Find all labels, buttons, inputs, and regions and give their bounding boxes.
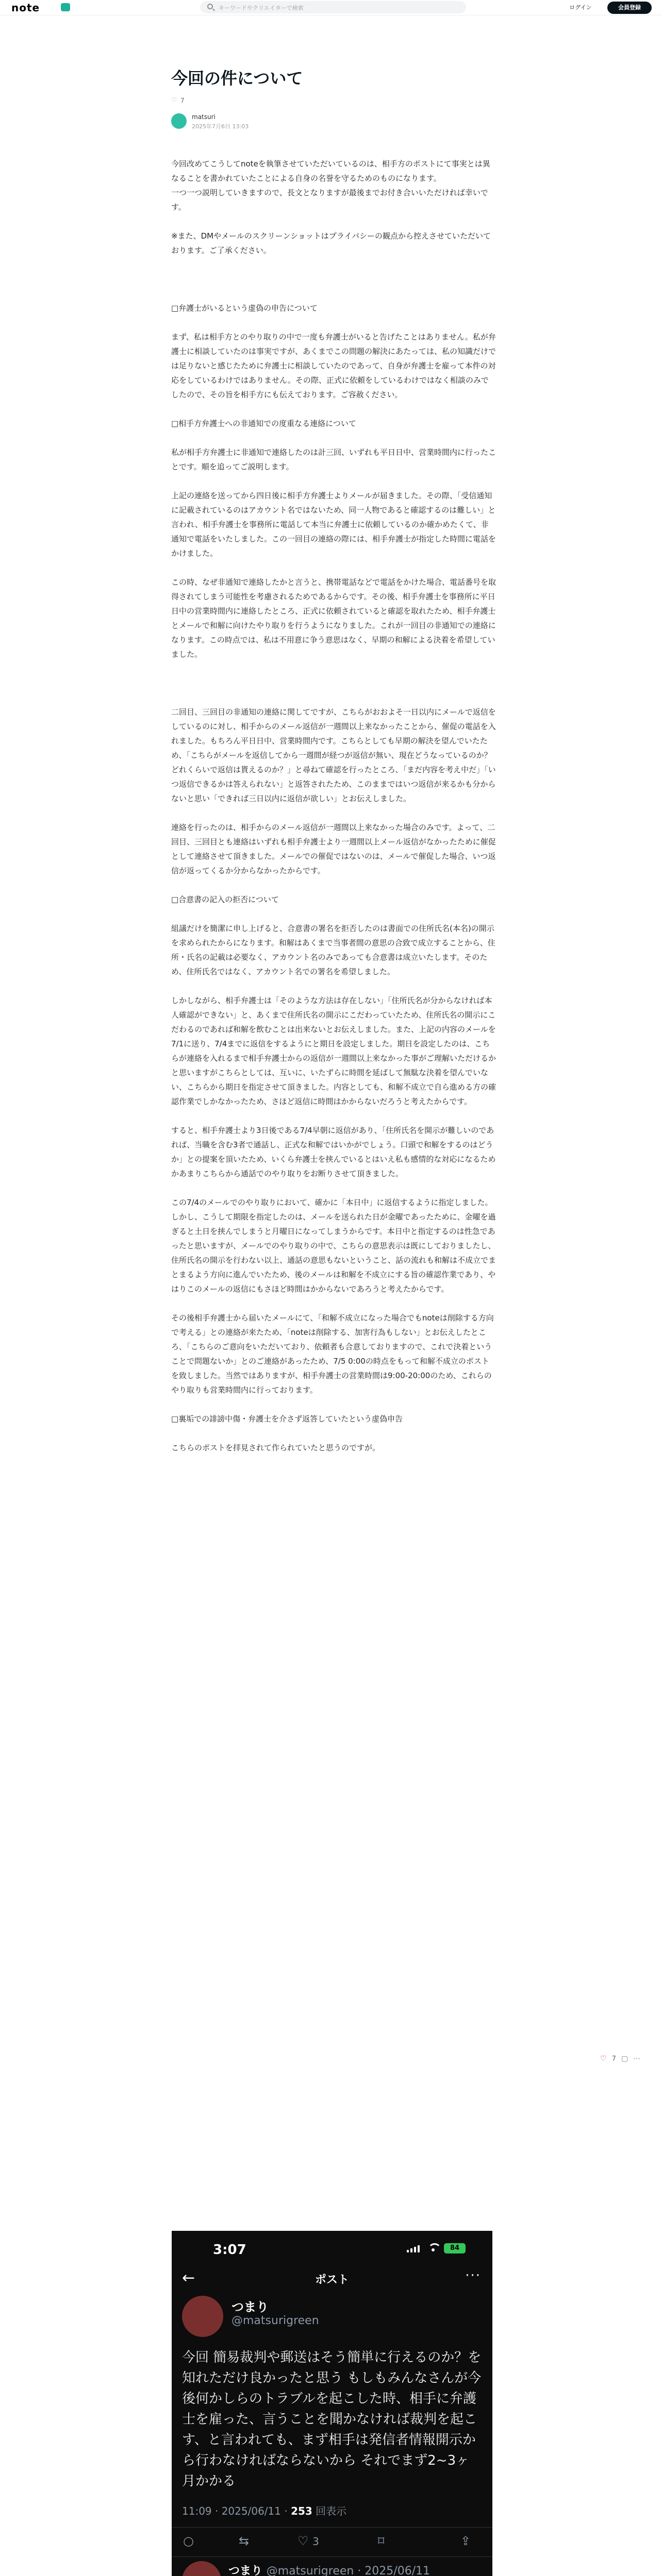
heart-icon (171, 97, 177, 104)
author-name[interactable]: つまり (231, 2300, 269, 2314)
paragraph: 一つ一つ説明していきますので、長文となりますが最後までお付き合いいただければ幸いです。 (171, 188, 488, 212)
heart-icon[interactable]: ♡ (600, 2055, 607, 2063)
section-heading: □裏垢での誹謗中傷・弁護士を介さず返答していたという虚偽申告 (171, 1414, 403, 1423)
side-like-count: 7 (611, 2055, 616, 2063)
paragraph: 私が相手方弁護士に非通知で連絡したのは計三回、いずれも平日日中、営業時間内に行ったことです。順を追ってご説明します。 (171, 448, 496, 471)
site-header (0, 0, 662, 15)
section-heading: □弁護士がいるという虚偽の申告について (171, 303, 318, 313)
logo-badge-icon (61, 3, 70, 11)
like-summary[interactable] (171, 97, 496, 104)
paragraph: 二回目、三回目の非通知の連絡に関してですが、こちらがおおよそ一日以内にメールで返信をしているのに対し、相手からのメール返信が一週間以上来なかったことから、催促の電話を入れました。もちろん平日日中、営業時間内です。こちらとしても早期の解決を望んでいたため、「こちらがメールを返信してから一週間が経つが返信が無い、現在どうなっているのか？どれくらいで返信は貰えるのか？」と尋ねて確認を行ったところ、「まだ内容を考え中だ」「いつ返信できるかは答えられない」と返答されたため、このままではいつ返信が来るかも分からないと思い「できれば三日以内に返信が欲しい」とお伝えしました。 (171, 707, 496, 803)
author-handle: @matsurigreen (231, 2314, 319, 2327)
author-info[interactable] (171, 112, 496, 133)
avatar[interactable] (171, 113, 187, 129)
paragraph: ※また、DMやメールのスクリーンショットはプライバシーの観点から控えさせていただいております。ご了承ください。 (171, 231, 491, 255)
avatar[interactable] (182, 2561, 221, 2576)
article-title: 今回の件について (171, 69, 303, 88)
section-heading: □相手方弁護士への非通知での度重なる連絡について (171, 419, 356, 428)
post-text: 今回 簡易裁判や郵送はそう簡単に行えるのか？を知れただけ良かったと思う もしもみんなさんが今後何かしらのトラブルを起こした時、相手に弁護士を雇った、言うことを聞かなければ裁判を起こす、と言われても、まず相手は発信者情報開示から行わなければならないから それでまず2~3ヶ月かかる (182, 2350, 482, 2489)
battery-icon: 84 (444, 2243, 466, 2253)
status-time: 3:07 (213, 2242, 246, 2258)
view-count: 253 (291, 2505, 312, 2517)
paragraph: 連絡を行ったのは、相手からのメール返信が一週間以上来なかった場合のみです。よって、二回目、三回目とも連絡はいずれも相手弁護士より一週間以上メール返信がなかったために催促として連絡させて頂きました。メールでの催促ではないのは、メールで催促した場合、いつ返信が返ってくるか分からなかったからです。 (171, 823, 496, 875)
side-actions (600, 2055, 640, 2063)
retweet-icon[interactable]: ⇆ (239, 2534, 250, 2548)
post-actions (172, 2528, 492, 2556)
reply-post[interactable] (172, 2557, 492, 2576)
paragraph: この時、なぜ非通知で連絡したかと言うと、携帯電話などで電話をかけた場合、電話番号を取得されてしまう可能性を考慮されるためであるからです。その後、相手弁護士を事務所に平日日中の営業時間内に連絡したところ、正式に依頼されていると確認を取れたため、相手弁護士とメールで和解に向けたやり取りを行うようになりました。これが一回目の非通知での連絡になります。この時点では、私は不用意に争う意思はなく、早期の和解による決着を希望していました。 (171, 578, 496, 659)
post-time: 11:09 · 2025/06/11 · (182, 2505, 291, 2517)
share-icon[interactable]: ⇪ (460, 2534, 471, 2548)
publish-date: 2025年7月6日 13:03 (192, 123, 249, 130)
paragraph: その後相手弁護士から届いたメールにて、「和解不成立になった場合でもnoteは削除する方向で考える」との連絡が来たため、「noteは削除する、加害行為もしない」とお伝えしたところ、「こちらのご意向をいただいており、依頼者も合意しておりますので、これで決着ということで問題ないか」とのご連絡があったため、7/5 0:00の時点をもって和解不成立のポストを致しました。当然ではありますが、相手弁護士の営業時間は9:00-20:00のため、これらのやり取りも営業時間内に行っております。 (171, 1313, 494, 1395)
wifi-icon (427, 2243, 439, 2252)
paragraph: すると、相手弁護士より3日後である7/4早朝に返信があり、「住所氏名を開示が難しいのであれば、当職を含む3者で通話し、正式な和解ではいかがでしょう。口頭で和解をするのはどうか」との提案を頂いたため、いくら弁護士を挟んでいるとはいえ私も感情的な対応になるためかあまりこちらから通話でのやり取りをお断りさせて頂きました。 (171, 1126, 496, 1178)
paragraph: この7/4のメールでのやり取りにおいて、確かに「本日中」に返信するように指定しました。しかし、こうして期限を指定したのは、メールを送られた日が金曜であったために、金曜を過ぎると土日を挟んでしまうと月曜日になってしまうからです。本日中と指定するのは性急であったと思いますが、メールでのやり取りの中で、こちらの意思表示は既にしておりましたし、住所氏名の開示を行わない以上、通話の意思もないということ、話の流れも和解は不成立でまとまるよう方向に進んでいたため、後のメールは和解を不成立にする旨の確認作業であり、やはりこのメールの返信にもさほど時間はかからないであろうと考えたからです。 (171, 1198, 496, 1294)
avatar[interactable] (182, 2296, 223, 2337)
nav-title: ポスト (315, 2274, 349, 2286)
article-body (171, 157, 496, 1455)
reply-author: つまり @matsurigreen · 2025/06/11 (228, 2565, 431, 2576)
more-icon[interactable]: ··· (465, 2268, 481, 2283)
like-count: 7 (180, 97, 185, 104)
more-icon[interactable]: ⋯ (633, 2055, 641, 2063)
post-author (172, 2293, 492, 2342)
login-button[interactable]: ログイン (569, 4, 592, 11)
signup-button[interactable]: 会員登録 (607, 2, 652, 14)
bookmark-icon[interactable]: ⌑ (378, 2534, 385, 2548)
note-logo[interactable]: note (11, 2, 40, 14)
post-meta (172, 2492, 492, 2518)
paragraph: 上記の連絡を送ってから四日後に相手方弁護士よりメールが届きました。その際、「受信通知に記載されているのはアカウント名ではないため、同一人物であると確認するのは難しい」と言われ、相手弁護士を事務所に電話して本当に弁護士に依頼しているのか確かめたくて、非通知で電話をいたしました。この一回目の連絡の際には、相手弁護士が指定した時間に電話をかけました。 (171, 491, 496, 558)
like-count: 3 (312, 2535, 319, 2548)
paragraph: こちらのポストを拝見されて作られていたと思うのですが。 (171, 1443, 380, 1452)
search-placeholder: キーワードやクリエイターで検索 (219, 5, 304, 11)
paragraph: しかしながら、相手弁護士は「そのような方法は存在しない」「住所氏名が分からなければ本人確認ができない」と、あくまで住所氏名の開示にこだわっていたため、住所氏名の開示にこだわるのであれば和解を飲むことは出来ないとお伝えしました。また、上記の内容のメールを7/1に送り、7/4までに返信をするようにと期日を設定しました。期日を設定したのは、こちらが連絡を入れるまで相手弁護士からの返信が一週間以上来なかった事がご理解いただけるかと思いますがこちらとしては、互いに、いたずらに時間を延ばして無駄な決着を望んでいない、こちらから期日を指定させて頂きました。内容としても、和解不成立で自ら進める方の確認作業でしかなかったため、さほど返信に時間はかからないだろうと考えたからです。 (171, 996, 496, 1106)
paragraph: 今回改めてこうしてnoteを執筆させていただいているのは、相手方のポストにて事実とは異なることを書かれていたことによる自身の名誉を守るためのものになります。 (171, 159, 490, 183)
paragraph: まず、私は相手方とのやり取りの中で一度も弁護士がいると告げたことはありません。私が弁護士に相談していたのは事実ですが、あくまでこの問題の解決にあたっては、私の知識だけでは足りないと感じたために弁護士に相談していたのであって、自身が弁護士を雇って本件の対応をしているわけではありません。その際、正式に依頼をしているわけではなく相談のみでしたので、その旨を相手方にも伝えております。ご容赦ください。 (171, 332, 496, 399)
post-navbar (172, 2264, 492, 2293)
views-label: 回表示 (316, 2505, 347, 2517)
like-icon[interactable]: ♡ 3 (297, 2534, 319, 2548)
author-name[interactable]: matsuri (192, 113, 216, 121)
article (171, 67, 496, 1455)
status-bar (172, 2231, 492, 2264)
embedded-screenshot (172, 2231, 492, 2576)
comment-icon[interactable]: ▢ (621, 2055, 628, 2063)
section-heading: □合意書の記入の拒否について (171, 895, 279, 904)
search-input[interactable] (200, 1, 466, 13)
signal-icon (407, 2245, 420, 2252)
reply-icon[interactable]: ○ (183, 2534, 194, 2548)
search-icon (207, 4, 213, 9)
paragraph: 組議だけを簡潔に申し上げると、合意書の署名を拒否したのは書面での住所氏名(本名)の開示を求められたからになります。和解はあくまで当事者間の意思の合致で成立することから、住所・氏名の記載は必要なく、アカウント名のみであっても合意書は成立いたします。そのため、住所氏名ではなく、アカウント名での署名を希望しました。 (171, 924, 495, 976)
back-arrow-icon[interactable]: ← (182, 2269, 195, 2287)
